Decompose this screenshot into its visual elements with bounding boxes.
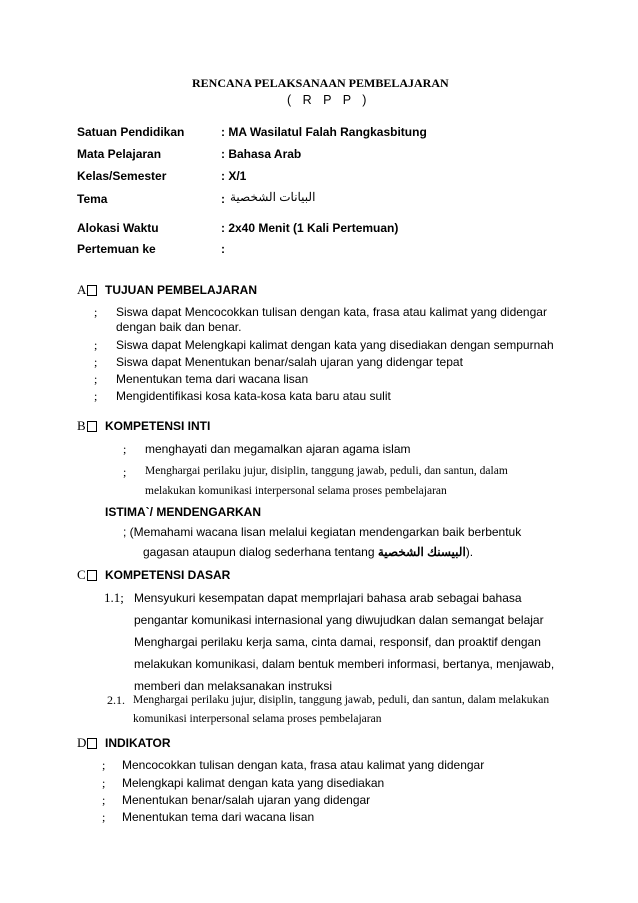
list-item: Mengidentifikasi kosa kata-kosa kata baru atau sulit <box>116 389 391 403</box>
list-item: Siswa dapat Menentukan benar/salah ujaran yang didengar tepat <box>116 355 463 369</box>
bullet: ; <box>102 758 106 772</box>
document-subtitle: ( R P P ) <box>287 93 371 107</box>
missing-glyph-box <box>87 421 97 432</box>
competency-line: komunikasi interpersonal selama proses pembelajaran <box>133 713 382 725</box>
identity-label: Mata Pelajaran <box>77 147 162 161</box>
subsection-line: ; (Memahami wacana lisan melalui kegiatan mendengarkan baik berbentuk <box>123 525 522 539</box>
list-item-continuation: melakukan komunikasi interpersonal selama proses pembelajaran <box>145 485 447 497</box>
bullet: ; <box>94 355 98 369</box>
identity-value: : <box>221 192 225 206</box>
list-item: Melengkapi kalimat dengan kata yang disediakan <box>122 776 385 790</box>
bullet: ; <box>94 338 98 352</box>
section-letter: A <box>77 282 87 297</box>
bullet: ; <box>123 465 127 479</box>
subsection-line <box>143 545 473 559</box>
identity-label: Satuan Pendidikan <box>77 125 185 139</box>
subsection-arabic: البيسنك الشخصية <box>377 545 466 559</box>
identity-value: : <box>221 242 225 256</box>
list-item: Menghargai perilaku jujur, disiplin, tanggung jawab, peduli, dan santun, dalam <box>145 465 508 477</box>
list-item-continuation: dengan baik dan benar. <box>116 320 242 334</box>
competency-line: Menghargai perilaku jujur, disiplin, tanggung jawab, peduli, dan santun, dalam melakukan <box>133 694 550 706</box>
bullet: ; <box>102 793 106 807</box>
bullet: ; <box>94 305 98 319</box>
section-heading: INDIKATOR <box>105 736 171 750</box>
list-item: Menentukan tema dari wacana lisan <box>122 810 315 824</box>
list-item: menghayati dan megamalkan ajaran agama islam <box>145 442 411 456</box>
competency-number: 2.1. <box>107 693 125 707</box>
list-item: Siswa dapat Mencocokkan tulisan dengan kata, frasa atau kalimat yang didengar <box>116 305 547 319</box>
identity-value: : X/1 <box>221 169 247 183</box>
competency-line: Mensyukuri kesempatan dapat memprlajari bahasa arab sebagai bahasa <box>134 591 522 605</box>
competency-line: Menghargai perilaku kerja sama, cinta damai, responsif, dan proaktif dengan <box>134 635 541 649</box>
bullet: ; <box>94 389 98 403</box>
competency-number: 1.1; <box>104 590 124 605</box>
section-heading: TUJUAN PEMBELAJARAN <box>105 283 258 297</box>
section-heading: KOMPETENSI INTI <box>105 419 211 433</box>
bullet: ; <box>123 442 127 456</box>
section-letter: B <box>77 418 86 433</box>
list-item: Siswa dapat Melengkapi kalimat dengan kata yang disediakan dengan sempurnah <box>116 338 554 352</box>
list-item: Menentukan tema dari wacana lisan <box>116 372 309 386</box>
identity-label: Kelas/Semester <box>77 169 167 183</box>
identity-label: Alokasi Waktu <box>77 221 159 235</box>
missing-glyph-box <box>87 738 97 749</box>
competency-line: melakukan komunikasi, dalam bentuk memberi informasi, bertanya, menjawab, <box>134 657 555 671</box>
document-title: RENCANA PELAKSANAAN PEMBELAJARAN <box>192 76 449 90</box>
competency-line: memberi dan melaksanakan instruksi <box>134 679 333 693</box>
section-heading: KOMPETENSI DASAR <box>105 568 231 582</box>
subsection-heading: ISTIMA`/ MENDENGARKAN <box>105 505 261 519</box>
bullet: ; <box>102 810 106 824</box>
identity-value: : Bahasa Arab <box>221 147 302 161</box>
subsection-line-end: ). <box>465 545 474 559</box>
identity-label: Tema <box>77 192 108 206</box>
bullet: ; <box>94 372 98 386</box>
bullet: ; <box>102 776 106 790</box>
section-letter: C <box>77 567 86 582</box>
missing-glyph-box <box>87 285 97 296</box>
subsection-line-text: gagasan ataupun dialog sederhana tentang <box>143 545 378 559</box>
competency-line: pengantar komunikasi internasional yang diwujudkan dalan semangat belajar <box>134 613 544 627</box>
theme-arabic: البيانات الشخصية <box>230 190 316 204</box>
section-letter: D <box>77 735 87 750</box>
identity-label: Pertemuan ke <box>77 242 156 256</box>
missing-glyph-box <box>87 570 97 581</box>
identity-value: : MA Wasilatul Falah Rangkasbitung <box>221 125 427 139</box>
list-item: Mencocokkan tulisan dengan kata, frasa atau kalimat yang didengar <box>122 758 485 772</box>
list-item: Menentukan benar/salah ujaran yang didengar <box>122 793 371 807</box>
identity-value: : 2x40 Menit (1 Kali Pertemuan) <box>221 221 399 235</box>
